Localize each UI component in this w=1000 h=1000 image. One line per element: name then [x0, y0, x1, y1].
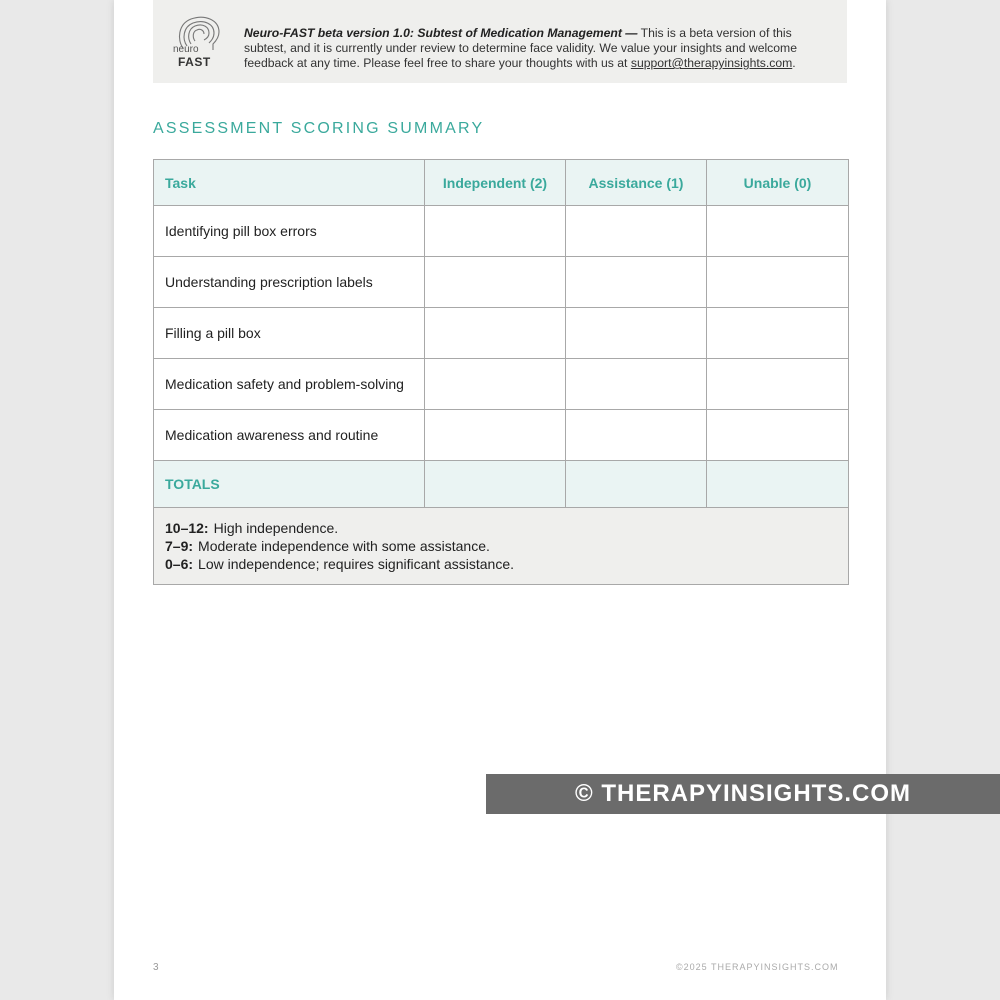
table-row: [154, 206, 849, 257]
page-number: 3: [153, 962, 159, 973]
score-cell-unable[interactable]: [707, 359, 849, 410]
task-label: Understanding prescription labels: [154, 257, 425, 308]
scale-text: Moderate independence with some assistance.: [198, 538, 490, 554]
scale-text: High independence.: [213, 520, 339, 536]
header-task: Task: [154, 160, 425, 206]
beta-notice-text: [244, 26, 834, 71]
score-cell-assistance[interactable]: [566, 308, 707, 359]
score-cell-independent[interactable]: [425, 206, 566, 257]
logo-fast-text: FAST: [178, 55, 211, 69]
beta-notice-title: Neuro-FAST beta version 1.0: Subtest of Medication Management —: [244, 26, 638, 40]
scale-line: [165, 519, 848, 537]
beta-notice-banner: [153, 0, 847, 83]
score-cell-unable[interactable]: [707, 410, 849, 461]
scale-range: 10–12:: [165, 520, 209, 536]
scale-line: [165, 555, 848, 573]
totals-label: TOTALS: [154, 461, 425, 508]
table-row: [154, 359, 849, 410]
copyright-watermark: © THERAPYINSIGHTS.COM: [486, 774, 1000, 814]
scale-line: [165, 537, 848, 555]
score-cell-unable[interactable]: [707, 308, 849, 359]
score-cell-unable[interactable]: [707, 257, 849, 308]
total-cell-unable[interactable]: [707, 461, 849, 508]
score-cell-independent[interactable]: [425, 308, 566, 359]
table-row: [154, 308, 849, 359]
scoring-scale-row: [154, 508, 849, 585]
total-cell-independent[interactable]: [425, 461, 566, 508]
scoring-scale: [154, 508, 849, 585]
score-cell-assistance[interactable]: [566, 359, 707, 410]
neuro-fast-logo: [169, 14, 229, 72]
score-cell-unable[interactable]: [707, 206, 849, 257]
table-row: [154, 410, 849, 461]
beta-notice-end: .: [792, 56, 796, 70]
task-label: Medication awareness and routine: [154, 410, 425, 461]
header-independent: Independent (2): [425, 160, 566, 206]
task-label: Identifying pill box errors: [154, 206, 425, 257]
scale-range: 0–6:: [165, 556, 194, 572]
totals-row: [154, 461, 849, 508]
score-cell-independent[interactable]: [425, 410, 566, 461]
total-cell-assistance[interactable]: [566, 461, 707, 508]
support-email-link[interactable]: support@therapyinsights.com: [630, 56, 793, 70]
scale-range: 7–9:: [165, 538, 194, 554]
task-label: Filling a pill box: [154, 308, 425, 359]
logo-neuro-text: neuro: [173, 44, 199, 55]
score-cell-assistance[interactable]: [566, 410, 707, 461]
section-title: ASSESSMENT SCORING SUMMARY: [153, 120, 485, 137]
score-cell-independent[interactable]: [425, 359, 566, 410]
table-row: [154, 257, 849, 308]
scoring-table: [153, 159, 849, 585]
score-cell-independent[interactable]: [425, 257, 566, 308]
task-label: Medication safety and problem-solving: [154, 359, 425, 410]
header-unable: Unable (0): [707, 160, 849, 206]
score-cell-assistance[interactable]: [566, 257, 707, 308]
table-header-row: [154, 160, 849, 206]
beta-notice-body: This is a beta version of this subtest, and it is currently under review to determine face validity. We value your insights and welcome feedback at any time. Please feel free to share your thoughts with us at: [244, 26, 797, 70]
footer-copyright: ©2025 THERAPYINSIGHTS.COM: [676, 962, 839, 972]
document-page: [114, 0, 886, 1000]
scale-text: Low independence; requires significant assistance.: [198, 556, 515, 572]
score-cell-assistance[interactable]: [566, 206, 707, 257]
header-assistance: Assistance (1): [566, 160, 707, 206]
